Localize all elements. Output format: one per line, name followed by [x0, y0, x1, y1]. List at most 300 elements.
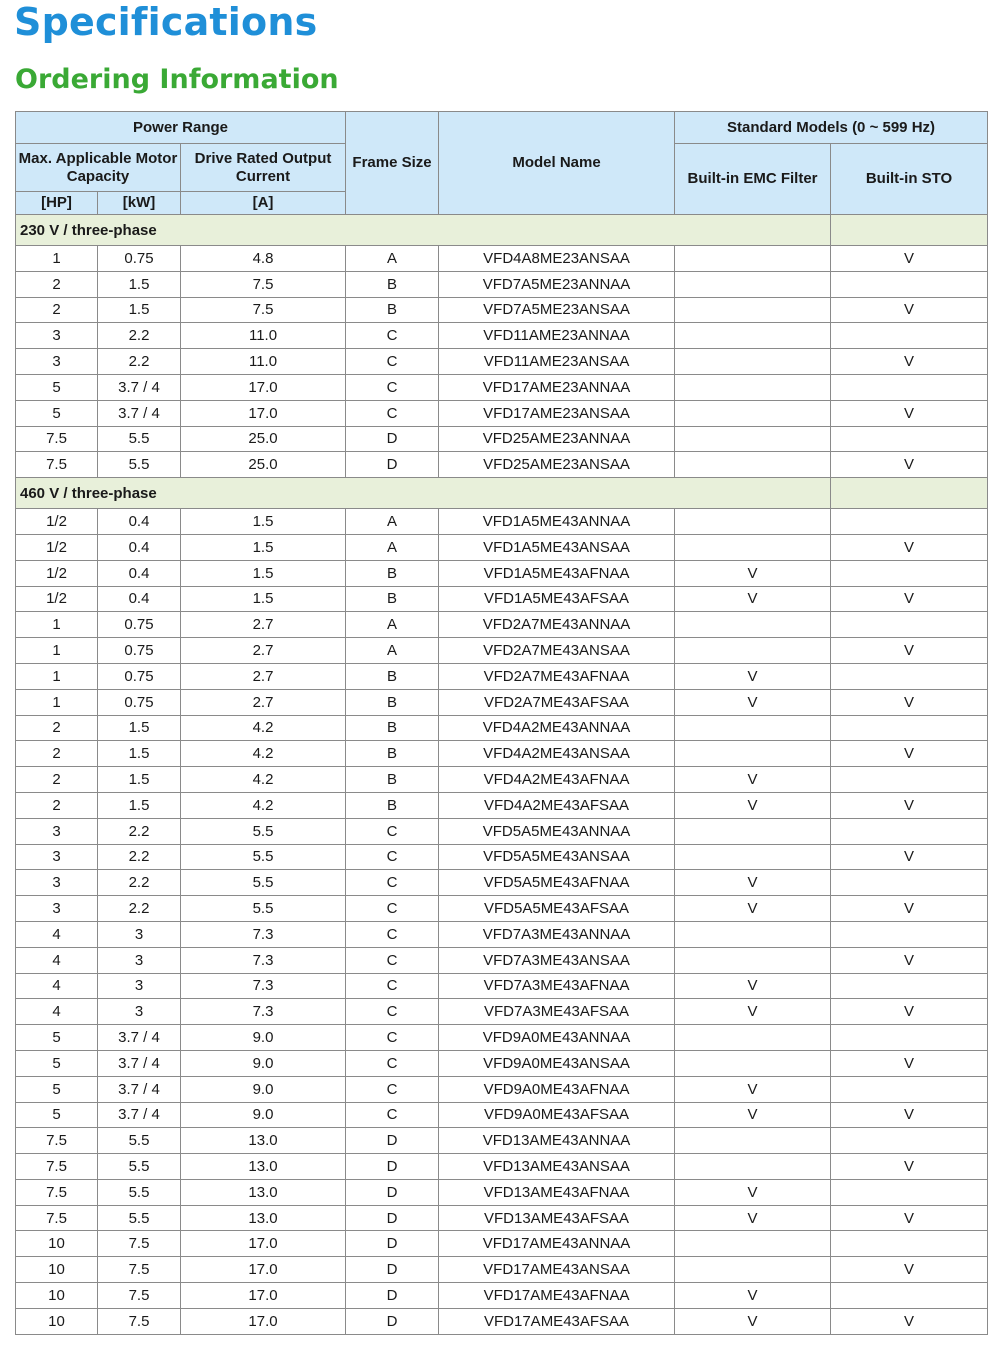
frame-cell: D: [346, 1154, 439, 1180]
table-row: [16, 689, 988, 715]
frame-cell: C: [346, 896, 439, 922]
current-cell: 4.2: [181, 741, 346, 767]
voltage-group-label: 230 V / three-phase: [16, 215, 831, 246]
model-cell: VFD17AME43AFSAA: [439, 1308, 675, 1334]
frame-cell: C: [346, 947, 439, 973]
current-cell: 5.5: [181, 844, 346, 870]
frame-cell: C: [346, 400, 439, 426]
hp-cell: 2: [16, 792, 98, 818]
hp-cell: 7.5: [16, 1128, 98, 1154]
emc-cell: [675, 400, 831, 426]
emc-cell: [675, 638, 831, 664]
sto-cell: V: [831, 586, 988, 612]
hp-cell: 4: [16, 921, 98, 947]
frame-cell: D: [346, 1179, 439, 1205]
table-row: [16, 1102, 988, 1128]
current-cell: 7.3: [181, 947, 346, 973]
model-cell: VFD17AME43AFNAA: [439, 1283, 675, 1309]
table-row: [16, 1308, 988, 1334]
sto-cell: [831, 973, 988, 999]
emc-cell: [675, 1257, 831, 1283]
hp-cell: 7.5: [16, 1179, 98, 1205]
current-cell: 13.0: [181, 1205, 346, 1231]
hp-cell: 2: [16, 715, 98, 741]
kw-cell: 3: [98, 999, 181, 1025]
table-row: [16, 1050, 988, 1076]
kw-cell: 2.2: [98, 818, 181, 844]
emc-cell: [675, 349, 831, 375]
emc-cell: [675, 534, 831, 560]
emc-cell: V: [675, 1076, 831, 1102]
table-row: [16, 509, 988, 535]
hp-cell: 5: [16, 400, 98, 426]
model-cell: VFD17AME43ANSAA: [439, 1257, 675, 1283]
current-cell: 2.7: [181, 689, 346, 715]
sto-cell: V: [831, 999, 988, 1025]
model-cell: VFD1A5ME43AFSAA: [439, 586, 675, 612]
max-motor-capacity-header: Max. Applicable Motor Capacity: [16, 144, 181, 192]
kw-cell: 0.75: [98, 638, 181, 664]
table-row: [16, 896, 988, 922]
hp-cell: 1: [16, 612, 98, 638]
emc-cell: [675, 426, 831, 452]
model-cell: VFD9A0ME43ANSAA: [439, 1050, 675, 1076]
sto-cell: V: [831, 297, 988, 323]
current-cell: 2.7: [181, 663, 346, 689]
sto-cell: [831, 870, 988, 896]
frame-cell: B: [346, 560, 439, 586]
current-cell: 9.0: [181, 1025, 346, 1051]
kw-cell: 0.75: [98, 689, 181, 715]
hp-cell: 7.5: [16, 426, 98, 452]
model-cell: VFD4A2ME43ANSAA: [439, 741, 675, 767]
page-title: Specifications: [14, 0, 318, 44]
model-cell: VFD4A2ME43AFSAA: [439, 792, 675, 818]
emc-cell: V: [675, 689, 831, 715]
kw-cell: 7.5: [98, 1257, 181, 1283]
amp-unit-header: [A]: [181, 192, 346, 215]
sto-cell: [831, 663, 988, 689]
hp-cell: 3: [16, 349, 98, 375]
sto-cell: [831, 1128, 988, 1154]
emc-cell: [675, 374, 831, 400]
model-cell: VFD11AME23ANSAA: [439, 349, 675, 375]
sto-cell: [831, 612, 988, 638]
kw-cell: 0.4: [98, 509, 181, 535]
kw-cell: 3: [98, 921, 181, 947]
frame-cell: C: [346, 1076, 439, 1102]
model-cell: VFD4A2ME43ANNAA: [439, 715, 675, 741]
kw-cell: 0.75: [98, 663, 181, 689]
current-cell: 9.0: [181, 1076, 346, 1102]
table-row: [16, 452, 988, 478]
current-cell: 7.5: [181, 271, 346, 297]
model-cell: VFD5A5ME43ANSAA: [439, 844, 675, 870]
table-body: [16, 215, 988, 1335]
current-cell: 9.0: [181, 1050, 346, 1076]
frame-cell: C: [346, 921, 439, 947]
emc-cell: [675, 741, 831, 767]
model-cell: VFD1A5ME43AFNAA: [439, 560, 675, 586]
sto-cell: V: [831, 246, 988, 272]
kw-cell: 0.4: [98, 586, 181, 612]
kw-cell: 3.7 / 4: [98, 1025, 181, 1051]
kw-cell: 3.7 / 4: [98, 1076, 181, 1102]
current-cell: 1.5: [181, 534, 346, 560]
hp-cell: 10: [16, 1231, 98, 1257]
current-cell: 13.0: [181, 1154, 346, 1180]
model-cell: VFD7A5ME23ANSAA: [439, 297, 675, 323]
sto-cell: [831, 374, 988, 400]
table-row: [16, 870, 988, 896]
table-row: [16, 246, 988, 272]
sto-cell: [831, 1025, 988, 1051]
emc-cell: [675, 715, 831, 741]
model-cell: VFD13AME43AFSAA: [439, 1205, 675, 1231]
kw-cell: 5.5: [98, 452, 181, 478]
frame-cell: B: [346, 689, 439, 715]
current-cell: 1.5: [181, 586, 346, 612]
kw-cell: 3: [98, 973, 181, 999]
sto-cell: V: [831, 896, 988, 922]
model-cell: VFD13AME43AFNAA: [439, 1179, 675, 1205]
emc-cell: V: [675, 1205, 831, 1231]
current-cell: 7.3: [181, 999, 346, 1025]
table-row: [16, 400, 988, 426]
emc-cell: [675, 818, 831, 844]
kw-cell: 3.7 / 4: [98, 1102, 181, 1128]
emc-cell: [675, 509, 831, 535]
frame-cell: B: [346, 715, 439, 741]
sto-cell: V: [831, 792, 988, 818]
sto-cell: [831, 560, 988, 586]
frame-cell: D: [346, 426, 439, 452]
kw-cell: 5.5: [98, 1154, 181, 1180]
table-row: [16, 297, 988, 323]
table-row: [16, 1257, 988, 1283]
kw-cell: 2.2: [98, 896, 181, 922]
frame-cell: D: [346, 1231, 439, 1257]
kw-cell: 1.5: [98, 741, 181, 767]
frame-size-header: Frame Size: [346, 112, 439, 215]
kw-cell: 1.5: [98, 715, 181, 741]
emc-cell: [675, 1128, 831, 1154]
kw-cell: 2.2: [98, 349, 181, 375]
table-row: [16, 1154, 988, 1180]
emc-cell: V: [675, 767, 831, 793]
kw-cell: 2.2: [98, 323, 181, 349]
table-row: [16, 715, 988, 741]
drive-rated-current-header: Drive Rated Output Current: [181, 144, 346, 192]
emc-cell: [675, 323, 831, 349]
frame-cell: D: [346, 1257, 439, 1283]
hp-cell: 3: [16, 896, 98, 922]
kw-cell: 2.2: [98, 870, 181, 896]
model-cell: VFD17AME23ANNAA: [439, 374, 675, 400]
frame-cell: C: [346, 999, 439, 1025]
table-row: [16, 818, 988, 844]
frame-cell: B: [346, 297, 439, 323]
table-row: [16, 534, 988, 560]
current-cell: 25.0: [181, 452, 346, 478]
kw-cell: 1.5: [98, 792, 181, 818]
sto-cell: [831, 767, 988, 793]
voltage-group-row: [16, 478, 988, 509]
sto-cell: V: [831, 1308, 988, 1334]
hp-cell: 4: [16, 999, 98, 1025]
model-name-header: Model Name: [439, 112, 675, 215]
model-cell: VFD11AME23ANNAA: [439, 323, 675, 349]
current-cell: 4.2: [181, 792, 346, 818]
kw-cell: 3.7 / 4: [98, 400, 181, 426]
current-cell: 1.5: [181, 560, 346, 586]
model-cell: VFD25AME23ANSAA: [439, 452, 675, 478]
table-row: [16, 271, 988, 297]
model-cell: VFD5A5ME43ANNAA: [439, 818, 675, 844]
hp-cell: 2: [16, 741, 98, 767]
hp-cell: 3: [16, 870, 98, 896]
sto-cell: [831, 323, 988, 349]
emc-cell: [675, 297, 831, 323]
frame-cell: B: [346, 792, 439, 818]
hp-cell: 5: [16, 1102, 98, 1128]
kw-cell: 1.5: [98, 767, 181, 793]
emc-cell: [675, 921, 831, 947]
model-cell: VFD7A3ME43ANNAA: [439, 921, 675, 947]
kw-cell: 0.4: [98, 560, 181, 586]
table-row: [16, 1205, 988, 1231]
frame-cell: B: [346, 586, 439, 612]
sto-header: Built-in STO: [831, 144, 988, 215]
emc-cell: [675, 452, 831, 478]
ordering-information-table: [15, 111, 988, 1335]
table-row: [16, 1179, 988, 1205]
model-cell: VFD13AME43ANSAA: [439, 1154, 675, 1180]
table-row: [16, 560, 988, 586]
current-cell: 13.0: [181, 1179, 346, 1205]
model-cell: VFD5A5ME43AFNAA: [439, 870, 675, 896]
kw-cell: 3.7 / 4: [98, 1050, 181, 1076]
emc-cell: V: [675, 1308, 831, 1334]
table-row: [16, 921, 988, 947]
current-cell: 7.3: [181, 921, 346, 947]
emc-cell: V: [675, 973, 831, 999]
table-row: [16, 947, 988, 973]
emc-cell: V: [675, 1102, 831, 1128]
current-cell: 1.5: [181, 509, 346, 535]
current-cell: 17.0: [181, 1257, 346, 1283]
kw-cell: 7.5: [98, 1231, 181, 1257]
hp-cell: 7.5: [16, 452, 98, 478]
emc-cell: [675, 947, 831, 973]
model-cell: VFD17AME23ANSAA: [439, 400, 675, 426]
hp-unit-header: [HP]: [16, 192, 98, 215]
current-cell: 17.0: [181, 374, 346, 400]
frame-cell: C: [346, 374, 439, 400]
sto-cell: [831, 1179, 988, 1205]
section-title: Ordering Information: [15, 64, 339, 95]
kw-cell: 1.5: [98, 271, 181, 297]
hp-cell: 7.5: [16, 1154, 98, 1180]
power-range-header: Power Range: [16, 112, 346, 144]
table-row: [16, 663, 988, 689]
frame-cell: D: [346, 1308, 439, 1334]
emc-cell: [675, 246, 831, 272]
model-cell: VFD7A5ME23ANNAA: [439, 271, 675, 297]
frame-cell: B: [346, 663, 439, 689]
table-row: [16, 374, 988, 400]
model-cell: VFD9A0ME43ANNAA: [439, 1025, 675, 1051]
model-cell: VFD17AME43ANNAA: [439, 1231, 675, 1257]
model-cell: VFD2A7ME43AFNAA: [439, 663, 675, 689]
emc-cell: [675, 1231, 831, 1257]
emc-cell: V: [675, 663, 831, 689]
kw-cell: 3: [98, 947, 181, 973]
kw-cell: 0.4: [98, 534, 181, 560]
table-row: [16, 1283, 988, 1309]
frame-cell: B: [346, 767, 439, 793]
hp-cell: 1/2: [16, 509, 98, 535]
current-cell: 5.5: [181, 870, 346, 896]
table-row: [16, 999, 988, 1025]
emc-cell: V: [675, 1179, 831, 1205]
current-cell: 7.5: [181, 297, 346, 323]
model-cell: VFD7A3ME43AFNAA: [439, 973, 675, 999]
kw-cell: 0.75: [98, 246, 181, 272]
table-row: [16, 973, 988, 999]
emc-filter-header: Built-in EMC Filter: [675, 144, 831, 215]
model-cell: VFD2A7ME43ANSAA: [439, 638, 675, 664]
emc-cell: [675, 1025, 831, 1051]
emc-cell: [675, 844, 831, 870]
frame-cell: A: [346, 246, 439, 272]
frame-cell: D: [346, 1128, 439, 1154]
sto-cell: [831, 426, 988, 452]
frame-cell: A: [346, 612, 439, 638]
emc-cell: V: [675, 792, 831, 818]
frame-cell: D: [346, 452, 439, 478]
model-cell: VFD1A5ME43ANNAA: [439, 509, 675, 535]
table-row: [16, 792, 988, 818]
frame-cell: C: [346, 973, 439, 999]
table-row: [16, 638, 988, 664]
frame-cell: D: [346, 1283, 439, 1309]
kw-cell: 3.7 / 4: [98, 374, 181, 400]
model-cell: VFD5A5ME43AFSAA: [439, 896, 675, 922]
emc-cell: V: [675, 870, 831, 896]
model-cell: VFD1A5ME43ANSAA: [439, 534, 675, 560]
sto-cell: [831, 1283, 988, 1309]
sto-cell: [831, 715, 988, 741]
sto-cell: [831, 1076, 988, 1102]
kw-cell: 7.5: [98, 1308, 181, 1334]
table-row: [16, 586, 988, 612]
kw-cell: 5.5: [98, 1205, 181, 1231]
sto-cell: [831, 271, 988, 297]
hp-cell: 3: [16, 844, 98, 870]
voltage-group-label: 460 V / three-phase: [16, 478, 831, 509]
emc-cell: V: [675, 896, 831, 922]
hp-cell: 1: [16, 246, 98, 272]
current-cell: 17.0: [181, 1308, 346, 1334]
emc-cell: [675, 1050, 831, 1076]
sto-cell: V: [831, 1050, 988, 1076]
frame-cell: C: [346, 844, 439, 870]
table-row: [16, 1076, 988, 1102]
table-row: [16, 741, 988, 767]
sto-cell: V: [831, 1102, 988, 1128]
kw-unit-header: [kW]: [98, 192, 181, 215]
frame-cell: C: [346, 349, 439, 375]
model-cell: VFD2A7ME43ANNAA: [439, 612, 675, 638]
current-cell: 17.0: [181, 1231, 346, 1257]
hp-cell: 1/2: [16, 534, 98, 560]
model-cell: VFD4A2ME43AFNAA: [439, 767, 675, 793]
sto-cell: V: [831, 741, 988, 767]
frame-cell: A: [346, 638, 439, 664]
frame-cell: A: [346, 509, 439, 535]
model-cell: VFD13AME43ANNAA: [439, 1128, 675, 1154]
sto-cell: V: [831, 534, 988, 560]
sto-cell: V: [831, 1154, 988, 1180]
sto-cell: V: [831, 1205, 988, 1231]
frame-cell: C: [346, 323, 439, 349]
voltage-group-spacer: [831, 215, 988, 246]
current-cell: 7.3: [181, 973, 346, 999]
hp-cell: 10: [16, 1308, 98, 1334]
sto-cell: V: [831, 1257, 988, 1283]
sto-cell: V: [831, 947, 988, 973]
current-cell: 4.8: [181, 246, 346, 272]
hp-cell: 4: [16, 947, 98, 973]
sto-cell: V: [831, 689, 988, 715]
hp-cell: 1: [16, 689, 98, 715]
hp-cell: 5: [16, 1025, 98, 1051]
table-row: [16, 349, 988, 375]
table-row: [16, 1128, 988, 1154]
emc-cell: V: [675, 586, 831, 612]
kw-cell: 5.5: [98, 1128, 181, 1154]
sto-cell: [831, 921, 988, 947]
current-cell: 5.5: [181, 818, 346, 844]
current-cell: 13.0: [181, 1128, 346, 1154]
current-cell: 4.2: [181, 767, 346, 793]
hp-cell: 2: [16, 297, 98, 323]
sto-cell: V: [831, 400, 988, 426]
hp-cell: 1: [16, 638, 98, 664]
sto-cell: V: [831, 452, 988, 478]
sto-cell: V: [831, 638, 988, 664]
emc-cell: V: [675, 560, 831, 586]
sto-cell: V: [831, 349, 988, 375]
voltage-group-spacer: [831, 478, 988, 509]
emc-cell: [675, 1154, 831, 1180]
current-cell: 17.0: [181, 1283, 346, 1309]
emc-cell: V: [675, 999, 831, 1025]
hp-cell: 1: [16, 663, 98, 689]
hp-cell: 10: [16, 1283, 98, 1309]
emc-cell: [675, 612, 831, 638]
current-cell: 11.0: [181, 323, 346, 349]
standard-models-header: Standard Models (0 ~ 599 Hz): [675, 112, 988, 144]
hp-cell: 1/2: [16, 560, 98, 586]
frame-cell: B: [346, 741, 439, 767]
kw-cell: 5.5: [98, 1179, 181, 1205]
sto-cell: [831, 818, 988, 844]
hp-cell: 2: [16, 767, 98, 793]
frame-cell: C: [346, 870, 439, 896]
hp-cell: 7.5: [16, 1205, 98, 1231]
